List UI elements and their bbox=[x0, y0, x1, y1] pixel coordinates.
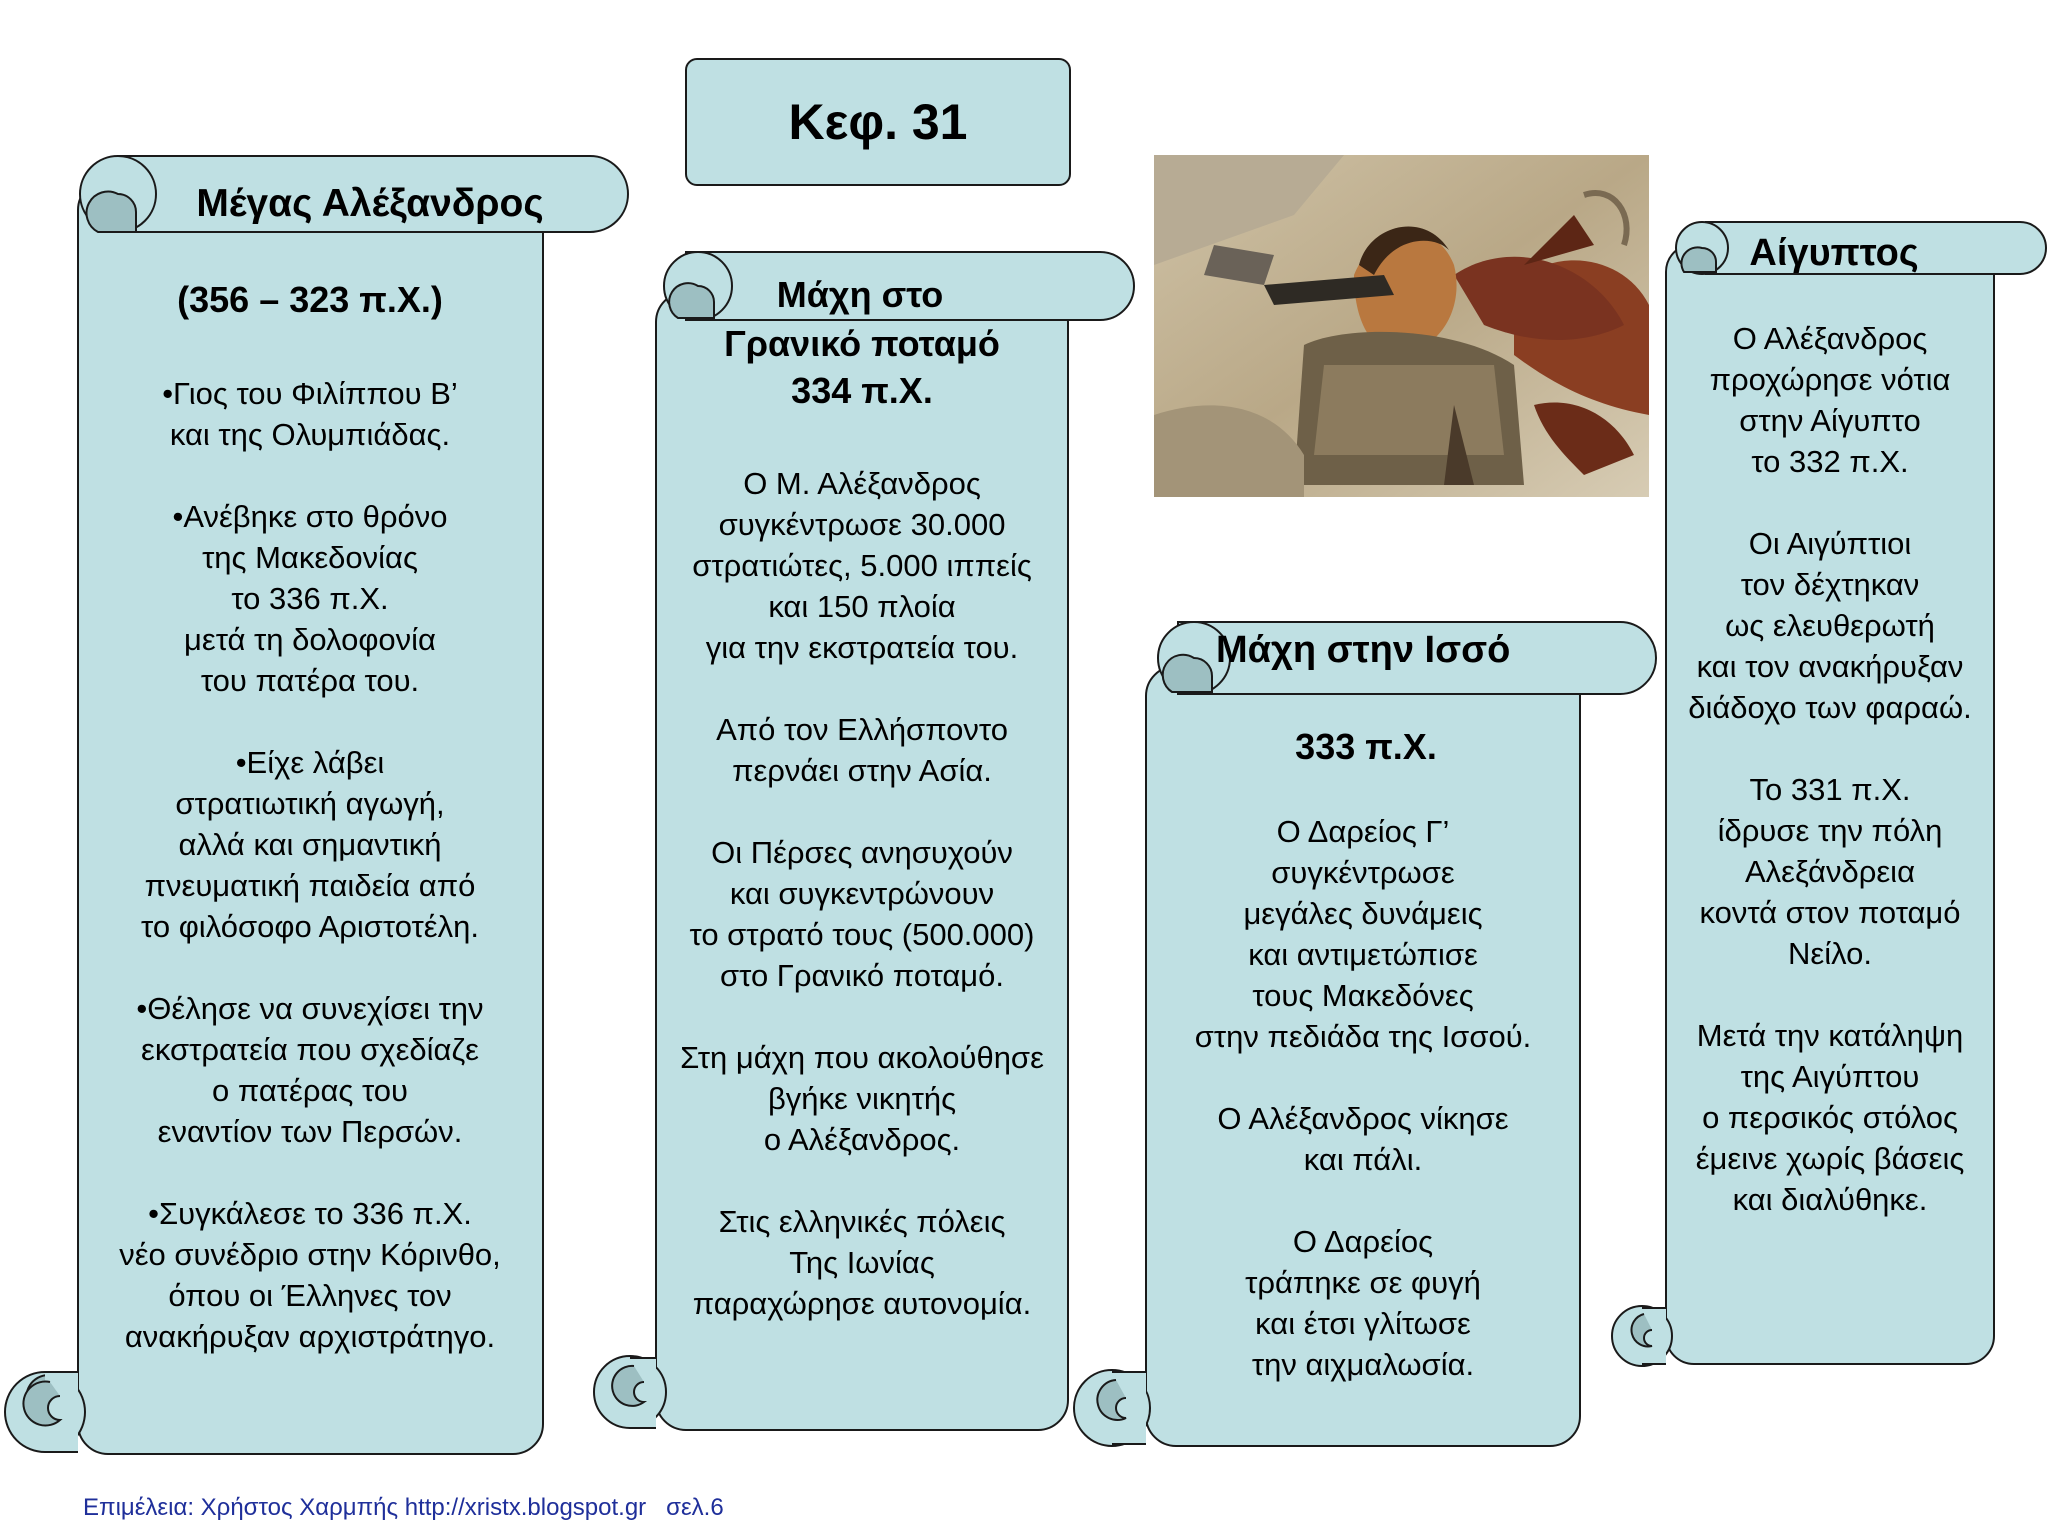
issos-body: Ο Δαρείος Γ’ συγκέντρωσε μεγάλες δυνάμεις και αντιμετώπισε τους Μακεδόνες στην πεδιάδα της Ισσού. Ο Αλέξανδρος νίκησε και πάλι. Ο Δαρείος τράπηκε σε φυγή και έτσι γλίτωσε την αιχμαλωσία. bbox=[1194, 814, 1532, 1382]
footer-credit: Επιμέλεια: Χρήστος Χαρμπής http://xristx.blogspot.gr σελ.6 bbox=[83, 1494, 724, 1521]
chapter-title: Κεφ. 31 bbox=[685, 58, 1071, 186]
alexander-title: Μέγας Αλέξανδρος bbox=[196, 182, 544, 225]
issos-date: 333 π.Χ. bbox=[1295, 726, 1437, 767]
issos-title: Μάχη στην Ισσό bbox=[1216, 629, 1511, 671]
egypt-title: Αίγυπτος bbox=[1749, 232, 1919, 274]
granikos-title: Μάχη στο bbox=[776, 274, 944, 315]
egypt-body: Ο Αλέξανδρος προχώρησε νότια στην Αίγυπτο το 332 π.Χ. Οι Αιγύπτιοι τον δέχτηκαν ως ελευθερωτή και τον ανακήρυξαν διάδοχο των φαραώ. Το 331 π.Χ. ίδρυσε την πόλη Αλεξάνδρεια κοντά στον ποταμό Νείλο. Μετά την κατάληψη της Αιγύπτου ο περσικός στόλος έμεινε χωρίς βάσεις και διαλύθηκε. bbox=[1688, 321, 1972, 1217]
alexander-mosaic-image bbox=[1154, 155, 1649, 497]
alexander-body: •Γιος του Φιλίππου Β’ και της Ολυμπιάδας. •Ανέβηκε στο θρόνο της Μακεδονίας το 336 π.Χ. μετά τη δολοφονία του πατέρα του. •Είχε λάβει στρατιωτική αγωγή, αλλά και σημαντική πνευματική παιδεία από το φιλόσοφο Αριστοτέλη. •Θέλησε να συνεχίσει την εκστρατεία που σχεδίαζε ο πατέρας του εναντίον των Περσών. •Συγκάλεσε το 336 π.Χ. νέο συνέδριο στην Κόρινθο, όπου οι Έλληνες τον ανακήρυξαν αρχιστράτηγο. bbox=[119, 376, 501, 1354]
granikos-subtitle: Γρανικό ποταμό 334 π.Χ. bbox=[724, 323, 1000, 411]
granikos-body: Ο Μ. Αλέξανδρος συγκέντρωσε 30.000 στρατιώτες, 5.000 ιππείς και 150 πλοία για την εκστρατεία του. Από τον Ελλήσποντο περνάει στην Ασία. Οι Πέρσες ανησυχούν και συγκεντρώνουν το στρατό τους (500.000) στο Γρανικό ποταμό. Στη μάχη που ακολούθησε βγήκε νικητής ο Αλέξανδρος. Στις ελληνικές πόλεις Της Ιωνίας παραχώρησε αυτονομία. bbox=[680, 466, 1044, 1321]
alexander-dates: (356 – 323 π.Χ.) bbox=[177, 279, 443, 320]
